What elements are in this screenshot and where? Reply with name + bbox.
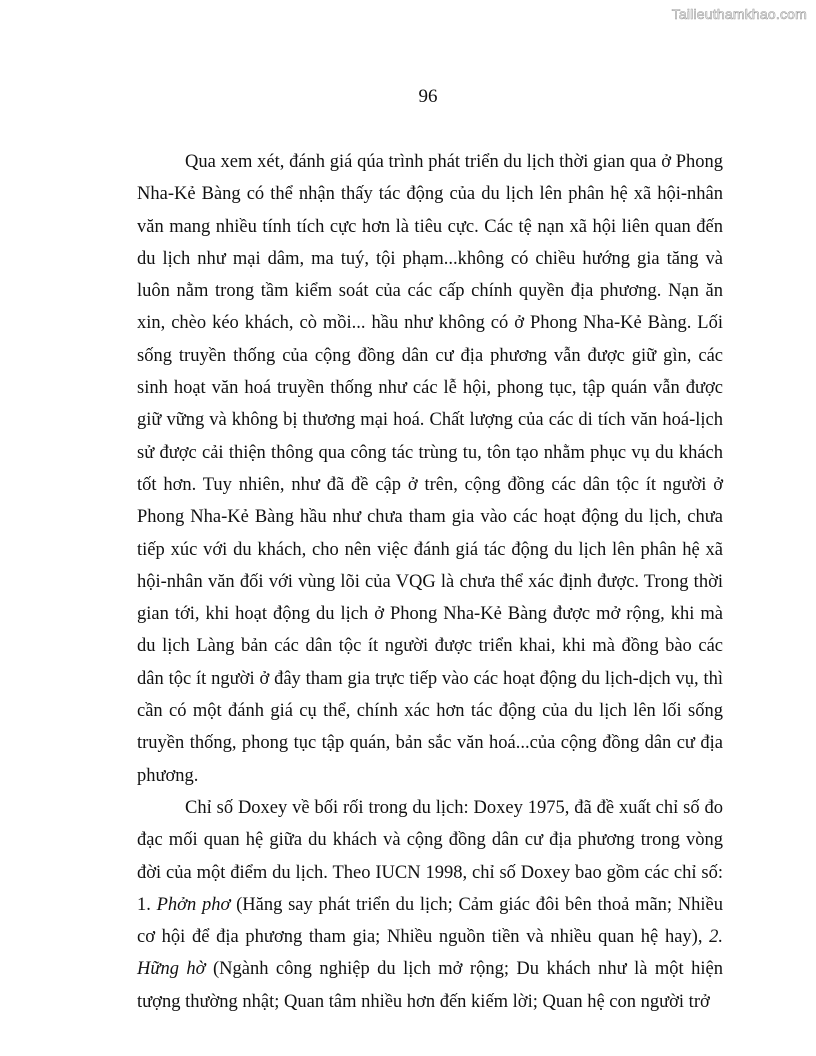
paragraph-doxey-index [137, 792, 723, 1018]
term-hung-ho: Hững hờ [137, 959, 206, 980]
term-hung-ho-description: (Ngành công nghiệp du lịch mở rộng; Du khách như là một hiện tượng thường nhật; Quan tâm nhiều hơn đến kiếm lời; Quan hệ con người trở [137, 959, 723, 1012]
term-phon-pho-description: (Hăng say phát triển du lịch; Cảm giác đôi bên thoả mãn; Nhiều cơ hội để địa phương tham gia; Nhiều nguồn tiền và nhiều quan hệ hay), [137, 894, 723, 948]
document-body [137, 146, 723, 1018]
term-phon-pho: Phởn phơ [156, 894, 231, 915]
doxey-intro-text: Chỉ số Doxey về bối rối trong du lịch: Doxey 1975, đã đề xuất chỉ số đo đạc mối quan hệ giữa du khách và cộng đồng dân cư địa phương trong vòng đời của một điểm du lịch. Theo IUCN 1998, chỉ số Doxey bao gồm các chỉ số: 1. [137, 797, 723, 915]
paragraph-tourism-impact: Qua xem xét, đánh giá qúa trình phát triển du lịch thời gian qua ở Phong Nha-Kẻ Bàng có thể nhận thấy tác động của du lịch lên phân hệ xã hội-nhân văn mang nhiều tính tích cực hơn là tiêu cực. Các tệ nạn xã hội liên quan đến du lịch như mại dâm, ma tuý, tội phạm...không có chiều hướng gia tăng và luôn nằm trong tầm kiểm soát của các cấp chính quyền địa phương. Nạn ăn xin, chèo kéo khách, cò mồi... hầu như không có ở Phong Nha-Kẻ Bàng. Lối sống truyền thống của cộng đồng dân cư địa phương vẫn được giữ gìn, các sinh hoạt văn hoá truyền thống như các lễ hội, phong tục, tập quán vẫn được giữ vững và không bị thương mại hoá. Chất lượng của các di tích văn hoá-lịch sử được cải thiện thông qua công tác trùng tu, tôn tạo nhằm phục vụ du khách tốt hơn. Tuy nhiên, như đã đề cập ở trên, cộng đồng các dân tộc ít người ở Phong Nha-Kẻ Bàng hầu như chưa tham gia vào các hoạt động du lịch, chưa tiếp xúc với du khách, cho nên việc đánh giá tác động du lịch lên phân hệ xã hội-nhân văn đối với vùng lõi của VQG là chưa thể xác định được. Trong thời gian tới, khi hoạt động du lịch ở Phong Nha-Kẻ Bàng được mở rộng, khi mà du lịch Làng bản các dân tộc ít người được triển khai, khi mà đồng bào các dân tộc ít người ở đây tham gia trực tiếp vào các hoạt động du lịch-dịch vụ, thì cần có một đánh giá cụ thể, chính xác hơn tác động của du lịch lên lối sống truyền thống, phong tục tập quán, bản sắc văn hoá...của cộng đồng dân cư địa phương. [137, 152, 723, 786]
page-number: 96 [418, 86, 438, 107]
term-number-2: 2. [709, 927, 723, 948]
watermark: Tailieuthamkhao.com [671, 6, 807, 22]
